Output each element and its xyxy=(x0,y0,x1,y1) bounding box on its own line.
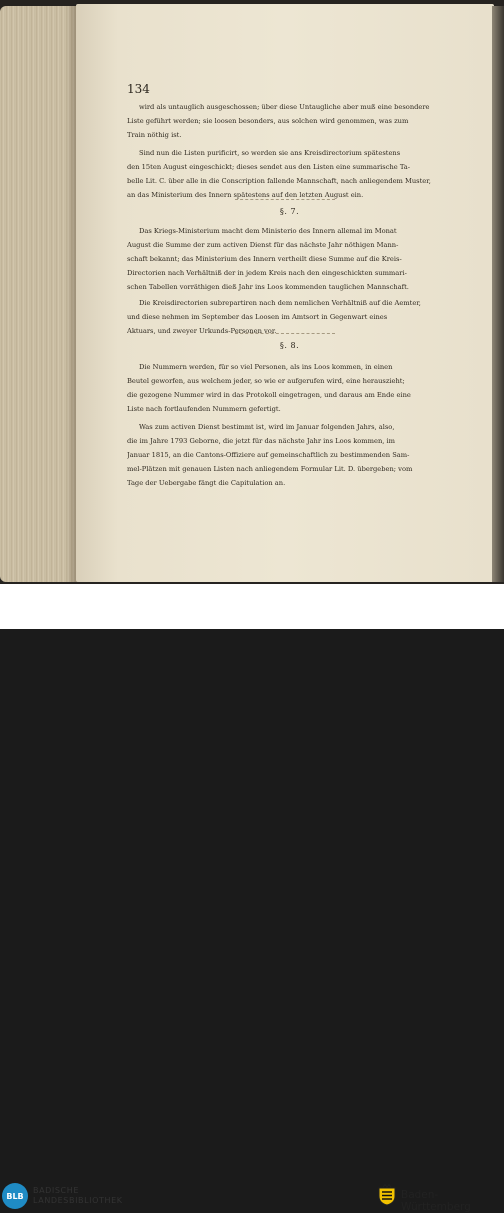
text-line: wird als untauglich ausgeschossen; über diese Untaugliche aber muß eine besondere xyxy=(139,103,430,111)
text-line: Das Kriegs-Ministerium macht dem Ministerio des Innern allemal im Monat xyxy=(139,227,397,235)
paragraph xyxy=(127,146,452,202)
page-number: 134 xyxy=(127,82,150,96)
right-page-edge xyxy=(492,6,504,582)
text-line: schaft bekannt; das Ministerium des Innern vertheilt diese Summe auf die Kreis- xyxy=(127,255,402,263)
text-line: Tage der Uebergabe fängt die Capitulation an. xyxy=(127,479,286,487)
section-heading: §. 8. xyxy=(279,341,300,350)
text-line: belle Lit. C. über alle in die Conscription fallende Mannschaft, nach anliegendem Muster, xyxy=(127,177,431,185)
section-heading: §. 7. xyxy=(279,207,300,216)
section-divider xyxy=(235,333,335,334)
text-line: die im Jahre 1793 Geborne, die jetzt für das nächste Jahr ins Loos kommen, im xyxy=(127,437,395,445)
paragraph xyxy=(127,360,452,416)
text-line: Sind nun die Listen purificirt, so werden sie ans Kreisdirectorium spätestens xyxy=(139,149,401,157)
text-line: Die Nummern werden, für so viel Personen, als ins Loos kommen, in einen xyxy=(139,363,393,371)
footer-bar xyxy=(0,584,504,1213)
text-line: mel-Plätzen mit genauen Listen nach anliegendem Formular Lit. D. übergeben; vom xyxy=(127,465,413,473)
library-name-line1: BADISCHE xyxy=(33,1186,80,1195)
text-line: an das Ministerium des Innern spätestens auf den letzten August ein. xyxy=(127,191,364,199)
state-coat-of-arms-icon[interactable] xyxy=(377,1184,397,1206)
library-name-line2: LANDESBIBLIOTHEK xyxy=(33,1196,123,1205)
text-line: Beutel geworfen, aus welchem jeder, so wie er aufgerufen wird, eine herauszieht; xyxy=(127,377,405,385)
library-name[interactable] xyxy=(33,1186,123,1206)
blb-logo[interactable]: BLB xyxy=(2,1183,28,1209)
paragraph xyxy=(127,100,452,142)
text-line: und diese nehmen im September das Loosen im Amtsort in Gegenwart eines xyxy=(127,313,388,321)
text-line: Aktuars, und zweyer Urkunds-Personen vor. xyxy=(127,327,277,335)
text-line: August die Summe der zum activen Dienst für das nächste Jahr nöthigen Mann- xyxy=(127,241,399,249)
text-line: Januar 1815, an die Cantons-Offiziere auf gemeinschaftlich zu bestimmenden Sam- xyxy=(127,451,410,459)
text-line: die gezogene Nummer wird in das Protokoll eingetragen, und daraus am Ende eine xyxy=(127,391,411,399)
text-line: den 15ten August eingeschickt; dieses sendet aus den Listen eine summarische Ta- xyxy=(127,163,411,171)
text-line: Train nöthig ist. xyxy=(127,131,182,139)
section-divider xyxy=(235,199,335,200)
paragraph xyxy=(127,224,452,294)
text-line: schen Tabellen vorräthigen dieß Jahr ins Loos kommenden tauglichen Mannschaft. xyxy=(127,283,409,291)
text-line: Was zum activen Dienst bestimmt ist, wird im Januar folgenden Jahrs, also, xyxy=(139,423,395,431)
text-line: Liste nach fortlaufenden Nummern gefertigt. xyxy=(127,405,281,413)
paragraph xyxy=(127,296,452,338)
text-line: Liste geführt werden; sie loosen besonders, aus solchen wird genommen, was zum xyxy=(127,117,409,125)
paragraph xyxy=(127,420,452,490)
text-line: Directorien nach Verhältniß der in jedem Kreis nach den eingeschickten summari- xyxy=(127,269,407,277)
text-line: Die Kreisdirectorien subrepartiren nach dem nemlichen Verhältniß auf die Aemter, xyxy=(139,299,421,307)
state-name[interactable]: Baden-Württemberg xyxy=(401,1189,471,1213)
scanned-book-spread xyxy=(0,0,504,584)
